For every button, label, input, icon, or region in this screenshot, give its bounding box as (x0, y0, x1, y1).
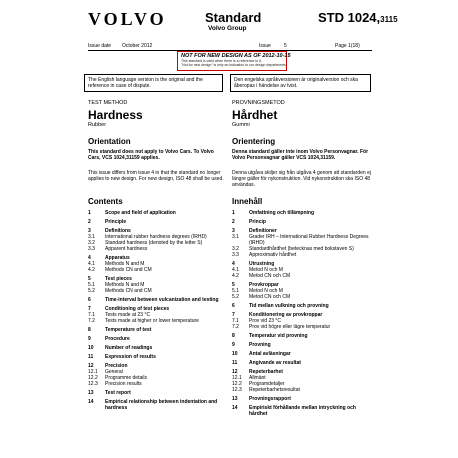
toc-entry-title: Metod N och M (249, 267, 283, 273)
standard-title: Standard (205, 10, 262, 25)
toc-entry (88, 318, 224, 324)
toc-entry-number: 4.2 (232, 273, 239, 279)
test-method-label-sv: PROVNINGSMETOD (232, 100, 285, 106)
table-of-contents-en (88, 210, 224, 411)
toc-entry-title: Prov vid högre eller lägre temperatur (249, 324, 331, 330)
toc-entry-number: 3.3 (232, 252, 239, 258)
toc-entry-title: International rubber hardness degrees (IRHD) (105, 234, 207, 240)
not-for-new-design-notice (177, 51, 291, 71)
toc-entry-title: Repeterbarhetsresultat (249, 387, 300, 393)
toc-entry-title: Antal avläsningar (249, 351, 291, 357)
volvo-logo: VOLVO (88, 9, 167, 29)
toc-entry-title: Provning (249, 342, 271, 348)
toc-entry-number: 7.1 (88, 312, 95, 318)
toc-entry-title: Time-interval between vulcanization and testing (105, 297, 219, 303)
toc-entry (232, 351, 372, 357)
toc-entry-number: 4.2 (88, 267, 95, 273)
document-title-sv: Hårdhet (232, 108, 278, 122)
toc-entry-number: 10 (88, 345, 94, 351)
toc-entry-number: 9 (232, 342, 235, 348)
toc-entry-number: 12.1 (88, 369, 98, 375)
document-title: Hardness (88, 108, 143, 122)
toc-entry-number: 4 (232, 261, 235, 267)
toc-entry-number: 3.2 (232, 246, 239, 252)
toc-entry-title: Angivande av resultat (249, 360, 301, 366)
toc-entry-number: 1 (232, 210, 235, 216)
toc-entry (232, 219, 372, 225)
contents-heading-sv: Innehåll (232, 197, 263, 206)
table-of-contents-sv (232, 210, 372, 417)
toc-entry-title: Omfattning och tillämpning (249, 210, 314, 216)
toc-entry (88, 336, 224, 342)
document-subtitle: Rubber (88, 122, 107, 128)
toc-entry-number: 13 (232, 396, 238, 402)
toc-entry-number: 12.2 (232, 381, 242, 387)
toc-entry-title: Principle (105, 219, 127, 225)
toc-entry-number: 12.2 (88, 375, 98, 381)
orientation-heading: Orientation (88, 137, 131, 146)
toc-entry-title: Temperature of test (105, 327, 152, 333)
toc-entry-number: 5.1 (232, 288, 239, 294)
toc-entry-title: Definitions (105, 228, 131, 234)
toc-entry-number: 2 (88, 219, 91, 225)
toc-entry (232, 396, 372, 402)
notice-headline: NOT FOR NEW DESIGN AS OF 2012-10-15 (181, 53, 291, 59)
standard-number-suffix: 3115 (380, 15, 398, 24)
toc-entry-number: 11 (232, 360, 238, 366)
toc-entry-title: Provningsrapport (249, 396, 291, 402)
issue-number: 5 (284, 43, 287, 49)
toc-entry-number: 5.2 (88, 288, 95, 294)
toc-entry (88, 381, 224, 387)
toc-entry-title: Methods N and M (105, 282, 145, 288)
toc-entry-number: 5 (88, 276, 91, 282)
toc-entry-title: Precision results (105, 381, 142, 387)
orientation-scope-note-sv: Denna standard gäller inte inom Volvo Personvagnar. För Volvo Personvagnar gäller VCS 1024,31159. (232, 149, 369, 161)
toc-entry-number: 6 (232, 303, 235, 309)
orientation-issue-note: This issue differs from issue 4 in that the standard no longer applies to new design. For new design, ISO 48 shall be used. (88, 170, 224, 182)
issue-label: Issue (259, 43, 271, 49)
toc-entry-title: Number of readings (105, 345, 153, 351)
toc-entry-number: 6 (88, 297, 91, 303)
toc-entry (232, 303, 372, 309)
toc-entry (232, 234, 372, 246)
toc-entry-number: 7 (232, 312, 235, 318)
toc-entry-number: 12 (88, 363, 94, 369)
toc-entry (232, 360, 372, 366)
toc-entry-title: Tests made at higher or lower temperature (105, 318, 199, 324)
toc-entry-title: Apparatus (105, 255, 130, 261)
toc-entry-title: Empirical relationship between indentation and hardness (105, 399, 218, 411)
toc-entry-title: Conditioning of test pieces (105, 306, 170, 312)
toc-entry (88, 246, 224, 252)
toc-entry (88, 345, 224, 351)
toc-entry-number: 10 (232, 351, 238, 357)
standard-number-main: STD 1024, (318, 10, 381, 25)
toc-entry-number: 3.3 (88, 246, 95, 252)
toc-entry-number: 14 (88, 399, 94, 405)
toc-entry-title: Expression of results (105, 354, 156, 360)
issue-date: October 2012 (122, 43, 153, 49)
toc-entry-number: 14 (232, 405, 238, 411)
toc-entry-title: Standardhårdhet (betecknas med bokstaven S) (249, 246, 354, 252)
toc-entry (88, 354, 224, 360)
toc-entry-title: Scope and field of application (105, 210, 176, 216)
toc-entry-number: 3.1 (232, 234, 239, 240)
page-number: Page 1(18) (335, 43, 360, 49)
toc-entry-number: 7.2 (232, 324, 239, 330)
toc-entry-title: Utrustning (249, 261, 275, 267)
toc-entry-title: Precision (105, 363, 128, 369)
toc-entry-number: 3.1 (88, 234, 95, 240)
toc-entry-title: General (105, 369, 123, 375)
toc-entry-number: 12 (232, 369, 238, 375)
toc-entry-number: 3.2 (88, 240, 95, 246)
toc-entry (88, 288, 224, 294)
toc-entry-title: Standard hardness (denoted by the letter S) (105, 240, 203, 246)
toc-entry-title: Prov vid 23 °C (249, 318, 282, 324)
language-note-sv: Den engelska språkversionen är originalversion och ska åberopas i händelse av tvist. (230, 74, 371, 92)
toc-entry-title: Programdetaljer (249, 381, 285, 387)
toc-entry-title: Methods CN and CM (105, 267, 152, 273)
toc-entry (232, 210, 372, 216)
toc-entry (232, 324, 372, 330)
toc-entry-title: Allmänt (249, 375, 266, 381)
notice-line-2: This standard is valid when there is a reference to it. (181, 59, 262, 63)
toc-entry-title: Metod CN och CM (249, 294, 291, 300)
toc-entry-title: Metod N och M (249, 288, 283, 294)
toc-entry-title: Programme details (105, 375, 147, 381)
toc-entry-number: 13 (88, 390, 94, 396)
toc-entry (88, 297, 224, 303)
notice-line-3: "Not for new design" is only an indication to our design departments. (181, 63, 287, 67)
toc-entry-number: 7.1 (232, 318, 239, 324)
toc-entry (232, 405, 372, 417)
toc-entry-title: Grader IRH – International Rubber Hardness Degrees (IRHD) (249, 234, 369, 246)
toc-entry-number: 4.1 (232, 267, 239, 273)
toc-entry-number: 12.1 (232, 375, 242, 381)
toc-entry-title: Test report (105, 390, 131, 396)
toc-entry-title: Repeterbarhet (249, 369, 283, 375)
toc-entry-title: Princip (249, 219, 266, 225)
toc-entry-title: Definitioner (249, 228, 277, 234)
toc-entry-title: Provkroppar (249, 282, 279, 288)
toc-entry-number: 12.3 (232, 387, 242, 393)
toc-entry-number: 8 (232, 333, 235, 339)
toc-entry-number: 11 (88, 354, 94, 360)
orientation-scope-note: This standard does not apply to Volvo Cars. To Volvo Cars, VCS 1024,31159 applies. (88, 149, 214, 161)
toc-entry (88, 219, 224, 225)
toc-entry-number: 9 (88, 336, 91, 342)
toc-entry-number: 4 (88, 255, 91, 261)
toc-entry (232, 252, 372, 258)
toc-entry-title: Tid mellan vulkning och provning (249, 303, 329, 309)
document-subtitle-sv: Gummi (232, 122, 250, 128)
toc-entry-title: Empiriskt förhållande mellan intryckning och hårdhet (249, 405, 356, 417)
toc-entry (88, 327, 224, 333)
toc-entry-title: Test pieces (105, 276, 132, 282)
toc-entry-title: Temperatur vid provning (249, 333, 308, 339)
orientation-issue-note-sv: Denna utgåva skiljer sig från utgåva 4 genom att standarden ej längre gäller för nykonstruktion. Vid nykonstruktion ska ISO 48 användas. (232, 170, 371, 188)
toc-entry-title: Apparent hardness (105, 246, 148, 252)
toc-entry (88, 390, 224, 396)
standard-number (318, 10, 398, 25)
toc-entry-title: Procedure (105, 336, 130, 342)
toc-entry-title: Konditionering av provkroppar (249, 312, 323, 318)
toc-entry-number: 12.3 (88, 381, 98, 387)
toc-entry-title: Methods CN and CM (105, 288, 152, 294)
toc-entry-title: Metod CN och CM (249, 273, 291, 279)
toc-entry-number: 8 (88, 327, 91, 333)
toc-entry-number: 2 (232, 219, 235, 225)
toc-entry-number: 1 (88, 210, 91, 216)
toc-entry (232, 294, 372, 300)
toc-entry-title: Approximativ hårdhet (249, 252, 297, 258)
toc-entry-number: 7.2 (88, 318, 95, 324)
toc-entry (232, 273, 372, 279)
toc-entry (88, 267, 224, 273)
standard-subtitle: Volvo Group (208, 25, 247, 32)
toc-entry-title: Tests made at 23 °C (105, 312, 151, 318)
contents-heading: Contents (88, 197, 123, 206)
toc-entry-number: 5.1 (88, 282, 95, 288)
issue-date-label: Issue date (88, 43, 112, 49)
toc-entry (232, 333, 372, 339)
toc-entry (232, 387, 372, 393)
toc-entry (88, 210, 224, 216)
orientation-heading-sv: Orientering (232, 137, 276, 146)
test-method-label: TEST METHOD (88, 100, 128, 106)
toc-entry (232, 342, 372, 348)
toc-entry-number: 5 (232, 282, 235, 288)
toc-entry-number: 3 (232, 228, 235, 234)
toc-entry-number: 7 (88, 306, 91, 312)
toc-entry (88, 399, 224, 411)
toc-entry-number: 4.1 (88, 261, 95, 267)
toc-entry-title: Methods N and M (105, 261, 145, 267)
toc-entry-number: 3 (88, 228, 91, 234)
language-note-en: The English language version is the original and the reference in case of dispute. (84, 74, 223, 92)
toc-entry-number: 5.2 (232, 294, 239, 300)
